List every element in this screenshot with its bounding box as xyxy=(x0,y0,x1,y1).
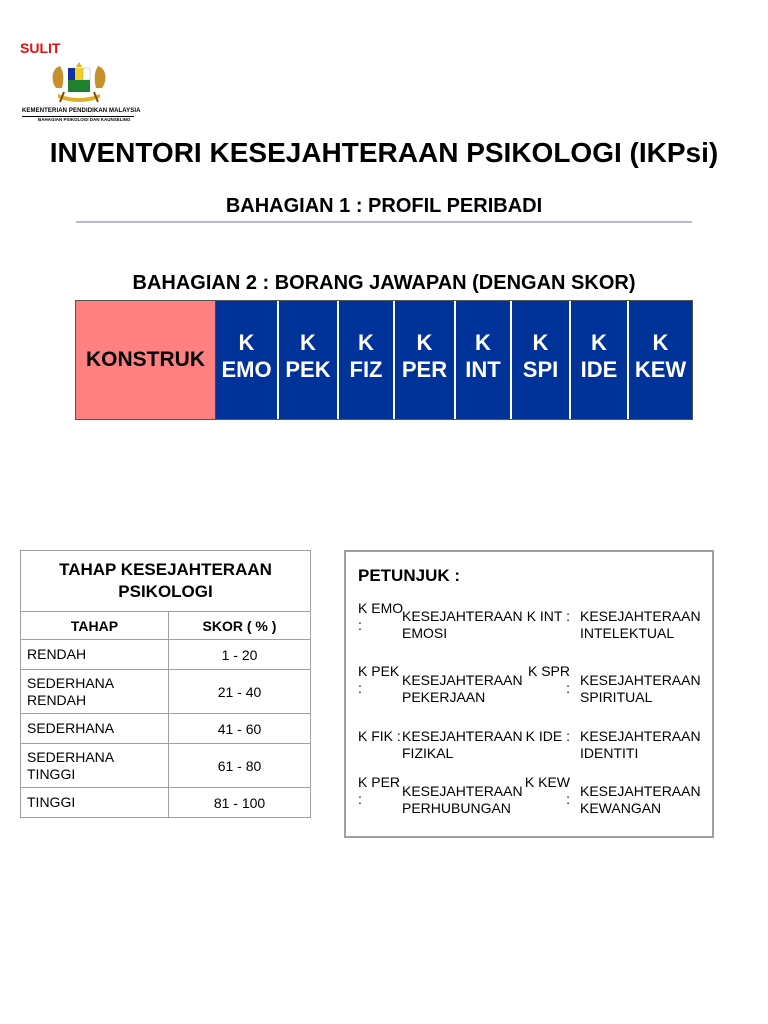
legend-code: K IDE : xyxy=(525,728,570,744)
tahap-cell: RENDAH xyxy=(21,640,169,670)
coat-of-arms-logo xyxy=(44,58,114,108)
konstruk-code-bottom: SPI xyxy=(522,357,559,382)
legend-code: K PEK : xyxy=(358,663,400,696)
tahap-cell: SEDERHANA TINGGI xyxy=(21,744,169,788)
legend-code: K FIK : xyxy=(358,728,401,744)
legend-desc: KESEJAHTERAAN PERHUBUNGAN xyxy=(402,783,523,816)
legend-desc: KESEJAHTERAAN FIZIKAL xyxy=(402,728,523,761)
konstruk-cell-pek xyxy=(279,301,339,419)
konstruk-cell-spi xyxy=(512,301,571,419)
tahap-table-title: TAHAP KESEJAHTERAAN PSIKOLOGI xyxy=(21,551,311,612)
legend-code: K INT : xyxy=(526,608,570,624)
legend-desc: KESEJAHTERAAN PEKERJAAN xyxy=(402,672,523,705)
petunjuk-title: PETUNJUK : xyxy=(358,566,461,585)
legend-code: K SPR : xyxy=(527,663,570,696)
legend-desc: KESEJAHTERAAN SPIRITUAL xyxy=(580,672,701,705)
tahap-cell: SEDERHANA xyxy=(21,714,169,744)
konstruk-cell-fiz xyxy=(339,301,395,419)
konstruk-cell-emo xyxy=(216,301,279,419)
table-row xyxy=(21,744,311,788)
konstruk-code-top: K xyxy=(652,330,669,355)
konstruk-code-top: K xyxy=(475,330,491,355)
skor-cell: 61 - 80 xyxy=(169,744,311,788)
legend-code: K PER : xyxy=(358,774,401,807)
table-row xyxy=(21,714,311,744)
skor-cell: 41 - 60 xyxy=(169,714,311,744)
konstruk-code-top: K xyxy=(238,330,255,355)
konstruk-code-bottom: INT xyxy=(465,357,501,382)
konstruk-code-top: K xyxy=(358,330,374,355)
petunjuk-legend-box xyxy=(344,550,714,838)
legend-desc: KESEJAHTERAAN EMOSI xyxy=(402,608,523,641)
konstruk-cell-ide xyxy=(571,301,629,419)
section-2-heading: BAHAGIAN 2 : BORANG JAWAPAN (DENGAN SKOR) xyxy=(132,272,636,294)
legend-code: K KEW : xyxy=(524,774,570,807)
konstruk-code-top: K xyxy=(591,330,607,355)
konstruk-cell-int xyxy=(456,301,512,419)
legend-desc: KESEJAHTERAAN IDENTITI xyxy=(580,728,701,761)
konstruk-header-row xyxy=(75,300,693,420)
konstruk-code-top: K xyxy=(532,330,549,355)
konstruk-code-bottom: FIZ xyxy=(349,357,383,382)
col-header-skor: SKOR ( % ) xyxy=(169,612,311,640)
ministry-name: KEMENTERIAN PENDIDIKAN MALAYSIA xyxy=(22,108,141,114)
table-row xyxy=(21,670,311,714)
page-title: INVENTORI KESEJAHTERAAN PSIKOLOGI (IKPsi) xyxy=(49,137,719,168)
section-1-divider xyxy=(76,221,692,223)
konstruk-code-bottom: PEK xyxy=(285,357,331,382)
konstruk-cell-kew xyxy=(629,301,692,419)
konstruk-code-top: K xyxy=(416,330,433,355)
konstruk-code-bottom: IDE xyxy=(580,357,618,382)
konstruk-code-top: K xyxy=(300,330,316,355)
tahap-cell: TINGGI xyxy=(21,788,169,818)
skor-cell: 81 - 100 xyxy=(169,788,311,818)
section-1-heading: BAHAGIAN 1 : PROFIL PERIBADI xyxy=(225,195,543,217)
classification-label: SULIT xyxy=(20,40,61,56)
col-header-tahap: TAHAP xyxy=(21,612,169,640)
legend-desc: KESEJAHTERAAN KEWANGAN xyxy=(580,783,701,816)
tahap-cell: SEDERHANA RENDAH xyxy=(21,670,169,714)
table-row xyxy=(21,640,311,670)
tahap-kesejahteraan-table xyxy=(20,550,311,818)
konstruk-label: KONSTRUK xyxy=(76,301,216,419)
konstruk-code-bottom: EMO xyxy=(221,357,272,382)
legend-code: K EMO : xyxy=(358,600,404,633)
skor-cell: 21 - 40 xyxy=(169,670,311,714)
konstruk-code-bottom: PER xyxy=(401,357,448,382)
skor-cell: 1 - 20 xyxy=(169,640,311,670)
table-row xyxy=(21,788,311,818)
konstruk-code-bottom: KEW xyxy=(634,357,687,382)
konstruk-cell-per xyxy=(395,301,456,419)
division-name: BAHAGIAN PSIKOLOGI DAN KAUNSELING xyxy=(38,117,131,122)
legend-desc: KESEJAHTERAAN INTELEKTUAL xyxy=(580,608,701,641)
